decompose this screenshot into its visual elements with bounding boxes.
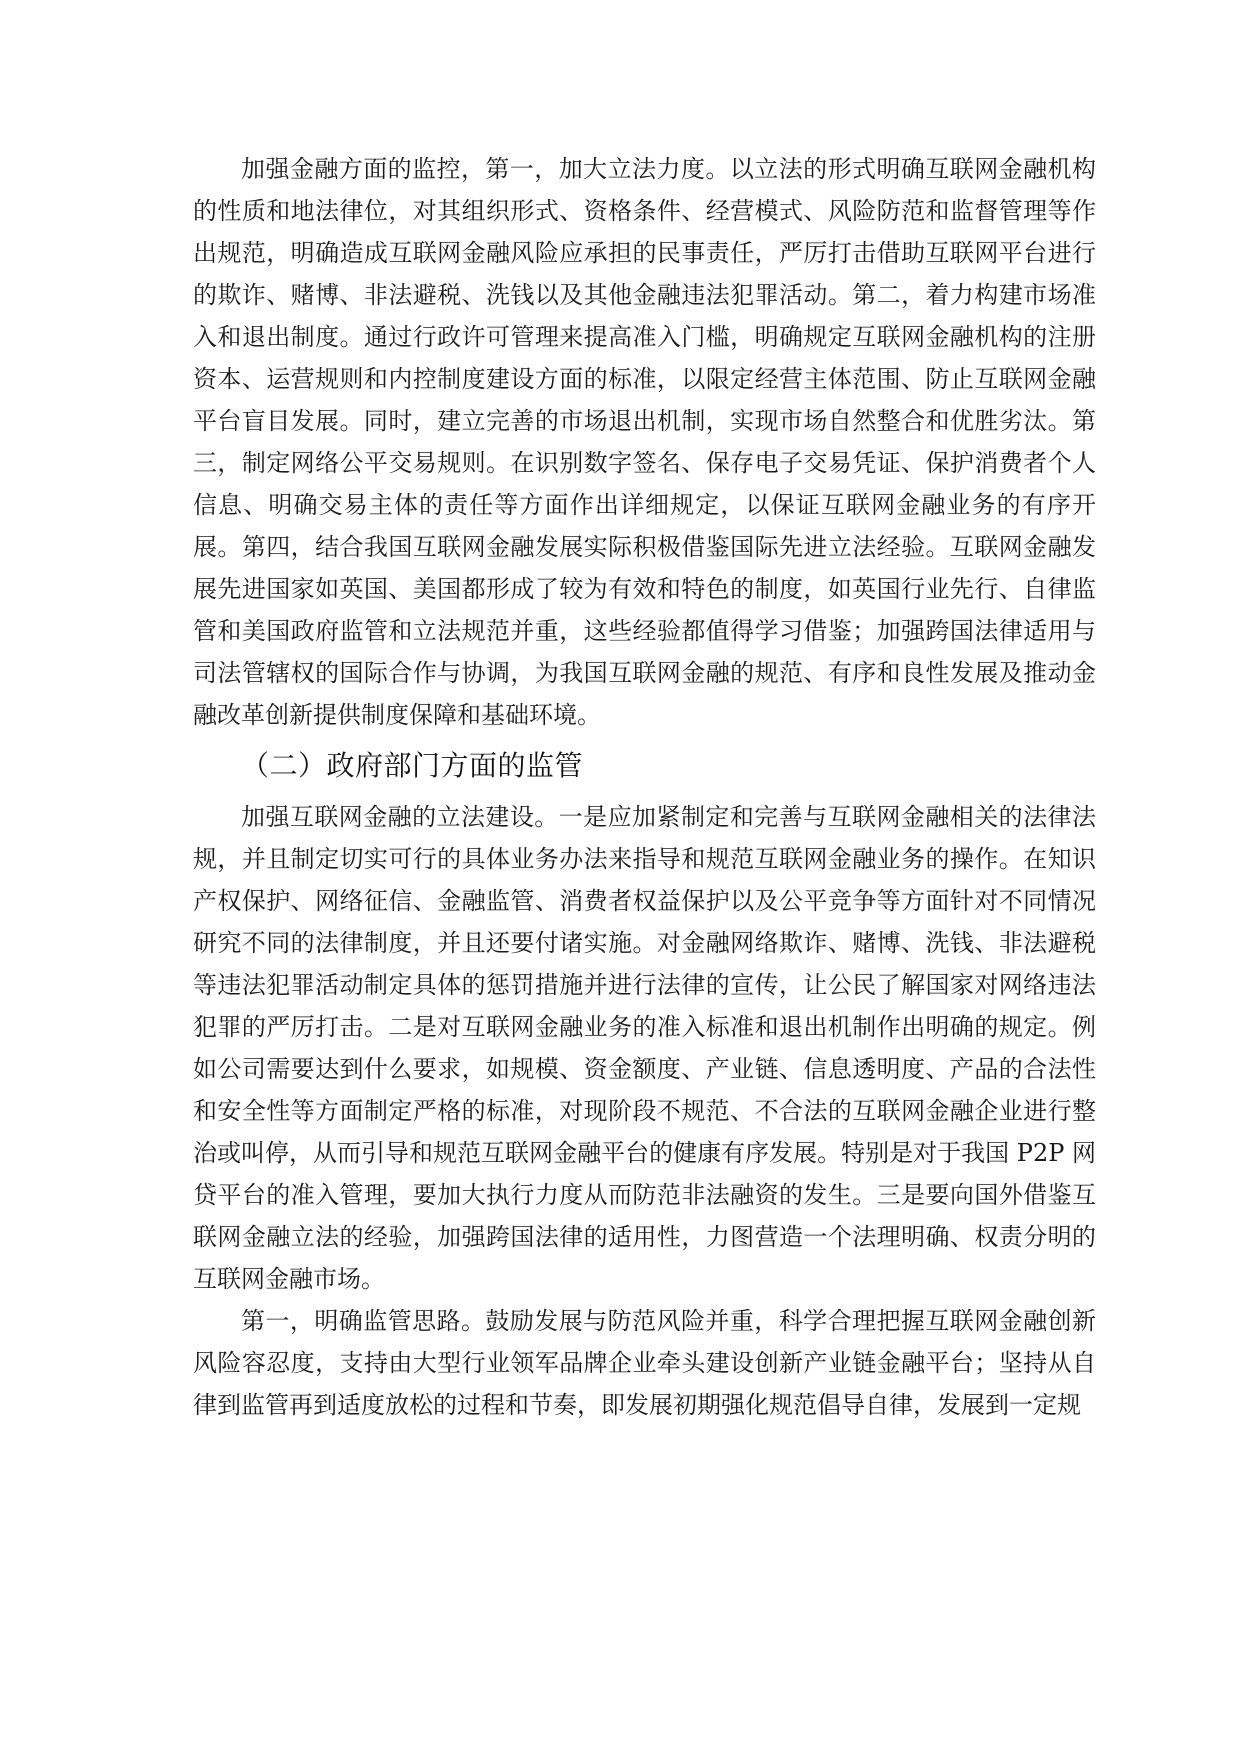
paragraph-legislation-monitoring: 加强金融方面的监控，第一，加大立法力度。以立法的形式明确互联网金融机构的性质和地法律位，对其组织形式、资格条件、经营模式、风险防范和监督管理等作出规范，明确造成互联网金融风险应承担的民事责任，严厉打击借助互联网平台进行的欺诈、赌博、非法避税、洗钱以及其他金融违法犯罪活动。第二，着力构建市场准入和退出制度。通过行政许可管理来提高准入门槛，明确规定互联网金融机构的注册资本、运营规则和内控制度建设方面的标准，以限定经营主体范围、防止互联网金融平台盲目发展。同时，建立完善的市场退出机制，实现市场自然整合和优胜劣汰。第三，制定网络公平交易规则。在识别数字签名、保存电子交易凭证、保护消费者个人信息、明确交易主体的责任等方面作出详细规定，以保证互联网金融业务的有序开展。第四，结合我国互联网金融发展实际积极借鉴国际先进立法经验。互联网金融发展先进国家如英国、美国都形成了较为有效和特色的制度，如英国行业先行、自律监管和美国政府监管和立法规范并重，这些经验都值得学习借鉴；加强跨国法律适用与司法管辖权的国际合作与协调，为我国互联网金融的规范、有序和良性发展及推动金融改革创新提供制度保障和基础环境。 bbox=[193, 155, 1096, 729]
document-body bbox=[193, 148, 1096, 1426]
paragraph-supervision-approach: 第一，明确监管思路。鼓励发展与防范风险并重，科学合理把握互联网金融创新风险容忍度，支持由大型行业领军品牌企业牵头建设创新产业链金融平台；坚持从自律到监管再到适度放松的过程和节奏，即发展初期强化规范倡导自律，发展到一定规 bbox=[193, 1307, 1096, 1419]
paragraph-legislative-construction: 加强互联网金融的立法建设。一是应加紧制定和完善与互联网金融相关的法律法规，并且制定切实可行的具体业务办法来指导和规范互联网金融业务的操作。在知识产权保护、网络征信、金融监管、消费者权益保护以及公平竞争等方面针对不同情况研究不同的法律制度，并且还要付诸实施。对金融网络欺诈、赌博、洗钱、非法避税等违法犯罪活动制定具体的惩罚措施并进行法律的宣传，让公民了解国家对网络违法犯罪的严厉打击。二是对互联网金融业务的准入标准和退出机制作出明确的规定。例如公司需要达到什么要求，如规模、资金额度、产业链、信息透明度、产品的合法性和安全性等方面制定严格的标准，对现阶段不规范、不合法的互联网金融企业进行整治或叫停，从而引导和规范互联网金融平台的健康有序发展。特别是对于我国 P2P 网贷平台的准入管理，要加大执行力度从而防范非法融资的发生。三是要向国外借鉴互联网金融立法的经验，加强跨国法律的适用性，力图营造一个法理明确、权责分明的互联网金融市场。 bbox=[193, 803, 1096, 1293]
section-heading-government-supervision: （二）政府部门方面的监管 bbox=[241, 749, 584, 782]
